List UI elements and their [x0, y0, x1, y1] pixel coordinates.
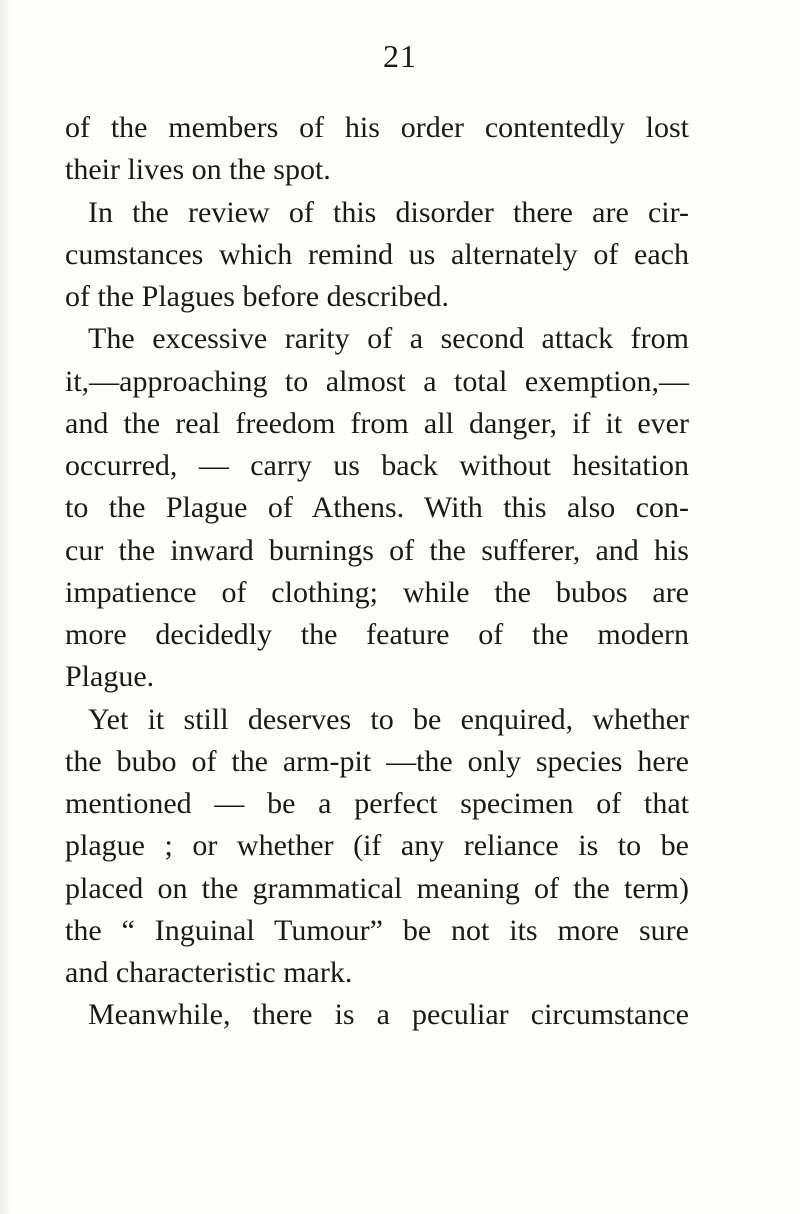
- text-line: Yet it still deserves to be enquired, whether: [88, 702, 689, 736]
- body-text: [65, 107, 689, 1037]
- text-line: placed on the grammatical meaning of the term): [65, 871, 689, 905]
- text-line: cumstances which remind us alternately of each: [65, 237, 689, 271]
- text-line: the bubo of the arm-pit —the only species here: [65, 744, 689, 778]
- text-line: their lives on the spot.: [65, 153, 331, 187]
- text-line: of the Plagues before described.: [65, 280, 450, 313]
- text-line: occurred, — carry us back without hesitation: [65, 449, 689, 482]
- text-line: the “ Inguinal Tumour” be not its more sure: [65, 913, 689, 947]
- text-line: Plague.: [65, 660, 155, 694]
- text-line: and the real freedom from all danger, if it ever: [65, 406, 689, 440]
- text-line: The excessive rarity of a second attack from: [88, 322, 689, 356]
- text-line: of the members of his order contentedly lost: [65, 111, 689, 144]
- page-number: 21: [383, 38, 417, 74]
- text-line: cur the inward burnings of the sufferer, and his: [65, 533, 689, 567]
- page-edge-shadow: [0, 0, 10, 1214]
- text-line: it,—approaching to almost a total exemption,—: [65, 364, 689, 398]
- text-line: and characteristic mark.: [65, 956, 353, 989]
- text-line: impatience of clothing; while the bubos are: [65, 575, 689, 609]
- text-line: Meanwhile, there is a peculiar circumstance: [88, 998, 689, 1032]
- text-line: mentioned — be a perfect specimen of that: [65, 787, 689, 820]
- text-line: In the review of this disorder there are cir-: [88, 195, 689, 229]
- text-line: plague ; or whether (if any reliance is to be: [65, 829, 689, 863]
- text-line: more decidedly the feature of the modern: [65, 618, 689, 651]
- text-line: to the Plague of Athens. With this also con-: [65, 491, 689, 525]
